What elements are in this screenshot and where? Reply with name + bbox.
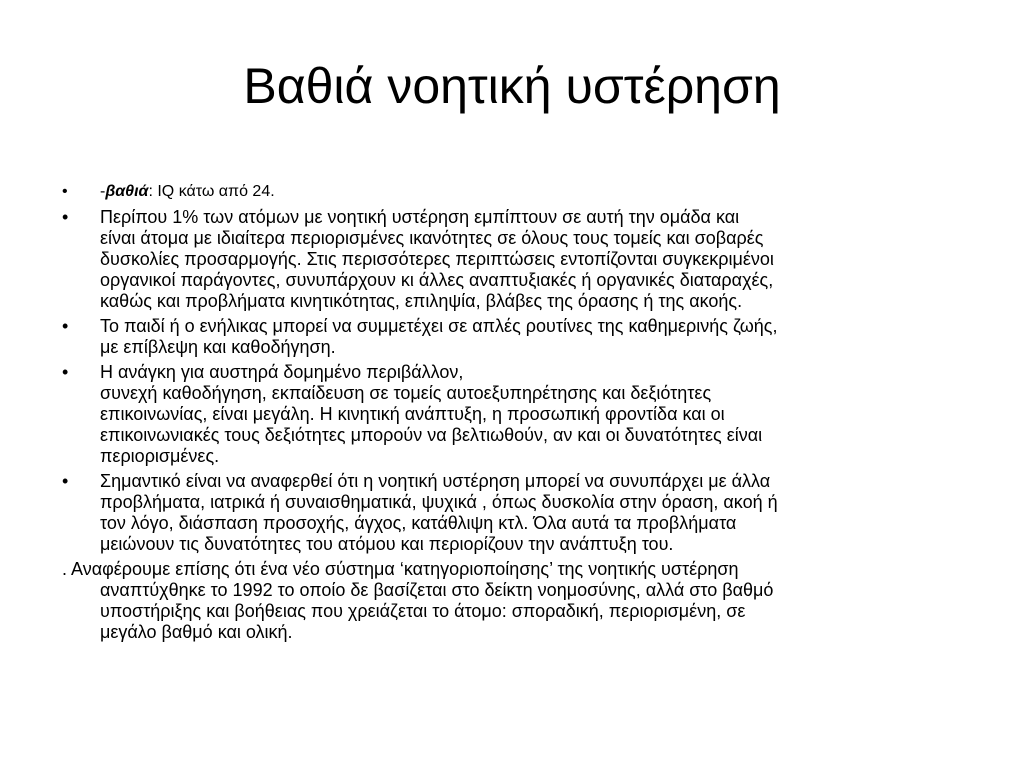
text-line: επικοινωνιακές τους δεξιότητες μπορούν να βελτιωθούν, αν και οι δυνατότητες είναι: [100, 425, 763, 445]
text-line: Η ανάγκη για αυστηρά δομημένο περιβάλλον,: [100, 362, 464, 382]
bullet-item: [62, 362, 967, 467]
bullet-prefix: -: [100, 183, 106, 200]
bullet-text: [100, 471, 967, 555]
bullet-icon: •: [62, 471, 69, 491]
text-line: περιορισμένες.: [100, 446, 220, 466]
bullet-text: [100, 207, 967, 312]
text-line: Το παιδί ή ο ενήλικας μπορεί να συμμετέχει σε απλές ρουτίνες της καθημερινής ζωής,: [100, 316, 778, 336]
bullet-icon: •: [62, 316, 69, 336]
text-line: δυσκολίες προσαρμογής. Στις περισσότερες περιπτώσεις εντοπίζονται συγκεκριμένοι: [100, 249, 774, 269]
text-line: οργανικοί παράγοντες, συνυπάρχουν κι άλλες αναπτυξιακές ή οργανικές διαταραχές,: [100, 270, 774, 290]
bullet-item: [62, 207, 967, 312]
text-line: συνεχή καθοδήγηση, εκπαίδευση σε τομείς αυτοεξυπηρέτησης και δεξιότητες: [100, 383, 712, 403]
bullet-text: [100, 181, 967, 202]
bullet-icon: •: [62, 362, 69, 382]
bullet-icon: •: [62, 183, 68, 200]
text-line: μειώνουν τις δυνατότητες του ατόμου και περιορίζουν την ανάπτυξη του.: [100, 534, 674, 554]
bullet-emphasis: βαθιά: [105, 183, 149, 200]
text-line: επικοινωνίας, είναι μεγάλη. Η κινητική ανάπτυξη, η προσωπική φροντίδα και οι: [100, 404, 725, 424]
text-line: είναι άτομα με ιδιαίτερα περιορισμένες ικανότητες σε όλους τους τομείς και σοβαρές: [100, 228, 764, 248]
bullet-text: [100, 316, 967, 358]
bullet-icon: •: [62, 207, 69, 227]
bullet-rest: : IQ κάτω από 24.: [148, 183, 275, 200]
text-line: αναπτύχθηκε το 1992 το οποίο δε βασίζεται στο δείκτη νοημοσύνης, αλλά στο βαθμό: [100, 580, 774, 600]
text-line: υποστήριξης και βοήθειας που χρειάζεται το άτομο: σποραδική, περιορισμένη, σε: [100, 601, 746, 621]
bullet-item: [62, 471, 967, 555]
closing-paragraph: [62, 559, 967, 643]
text-line: Σημαντικό είναι να αναφερθεί ότι η νοητική υστέρηση μπορεί να συνυπάρχει με άλλα: [100, 471, 771, 491]
text-line: Περίπου 1% των ατόμων με νοητική υστέρηση εμπίπτουν σε αυτή την ομάδα και: [100, 207, 740, 227]
text-line: προβλήματα, ιατρικά ή συναισθηματικά, ψυχικά , όπως δυσκολία στην όραση, ακοή ή: [100, 492, 778, 512]
text-line: με επίβλεψη και καθοδήγηση.: [100, 337, 336, 357]
bullet-item: [62, 316, 967, 358]
slide-body: [62, 181, 967, 643]
text-line: . Αναφέρουμε επίσης ότι ένα νέο σύστημα ‘κατηγοριοποίησης’ της νοητικής υστέρηση: [62, 559, 739, 579]
bullet-item: [62, 181, 967, 202]
bullet-text: [100, 362, 967, 467]
text-line: μεγάλο βαθμό και ολική.: [100, 622, 293, 642]
text-line: τον λόγο, διάσπαση προσοχής, άγχος, κατάθλιψη κτλ. Όλα αυτά τα προβλήματα: [100, 513, 737, 533]
text-line: καθώς και προβλήματα κινητικότητας, επιληψία, βλάβες της όρασης ή της ακοής.: [100, 291, 743, 311]
slide-title: Βαθιά νοητική υστέρηση: [243, 58, 781, 114]
bullet-list: [62, 181, 967, 555]
